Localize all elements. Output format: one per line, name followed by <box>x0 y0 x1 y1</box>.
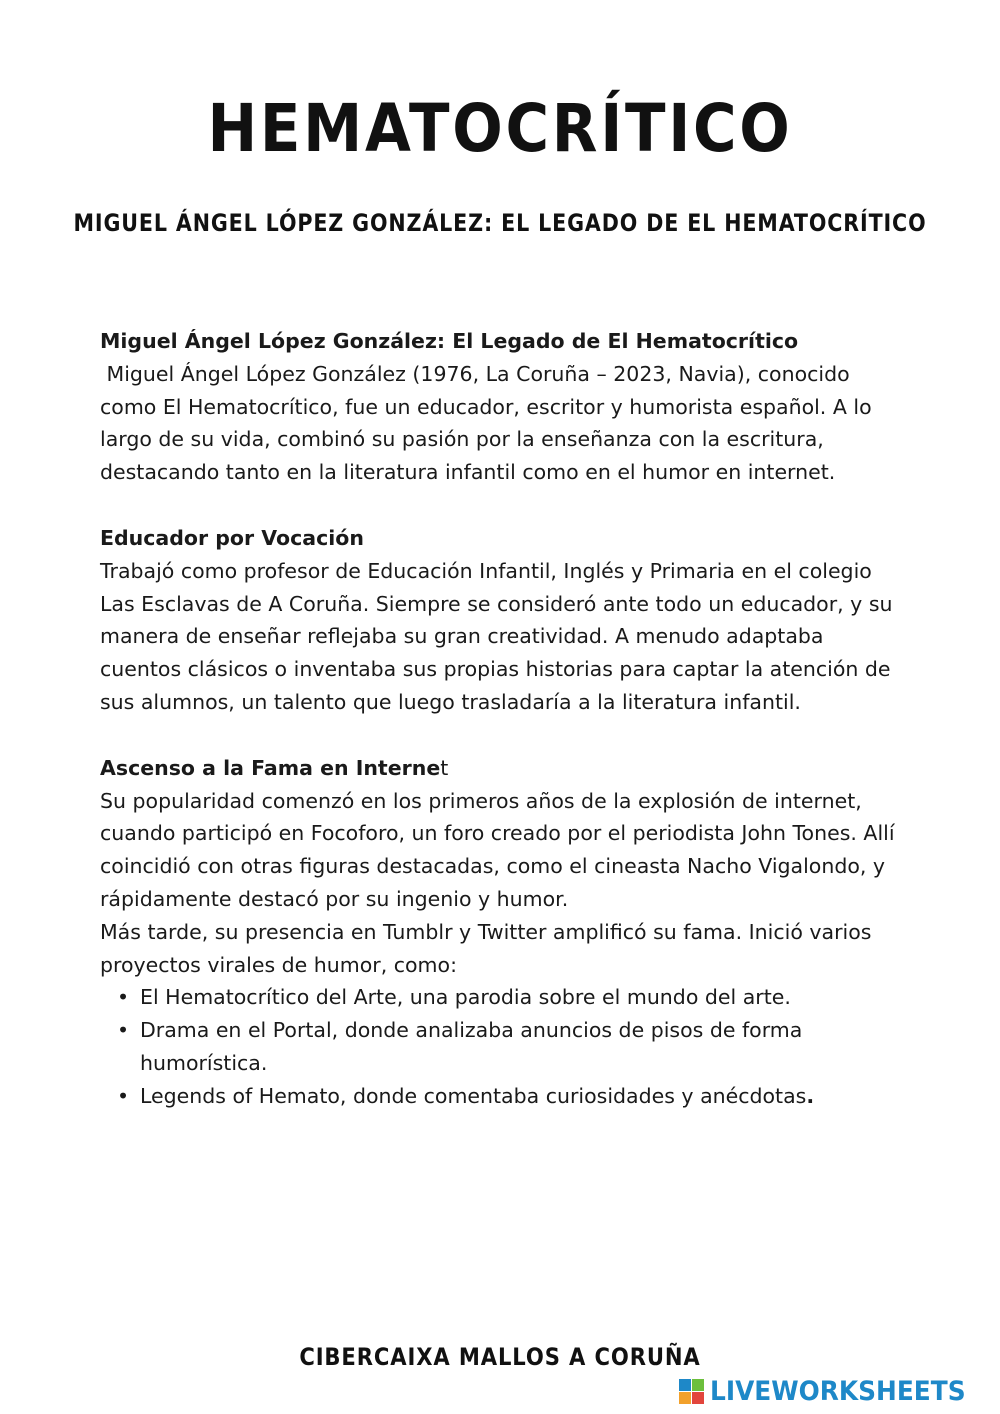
document-footer: CIBERCAIXA MALLOS A CORUÑA <box>299 1343 701 1371</box>
liveworksheets-wordmark: LIVEWORKSHEETS <box>710 1375 966 1407</box>
list-item: • El Hematocrítico del Arte, una parodia sobre el mundo del arte. <box>100 981 900 1014</box>
ascenso-heading <box>100 752 900 785</box>
document-subtitle: MIGUEL ÁNGEL LÓPEZ GONZÁLEZ: EL LEGADO DE EL HEMATOCRÍTICO <box>73 209 927 237</box>
logo-tile-green <box>692 1379 704 1391</box>
logo-tile-blue <box>679 1379 691 1391</box>
intro-heading: Miguel Ángel López González: El Legado de El Hematocrítico <box>100 329 799 353</box>
list-item-end: . <box>806 1083 815 1108</box>
ascenso-paragraph-2: Más tarde, su presencia en Tumblr y Twitter amplificó su fama. Inició varios proyectos virales de humor, como: <box>100 919 872 977</box>
intro-paragraph: Miguel Ángel López González (1976, La Coruña – 2023, Navia), conocido como El Hematocrítico, fue un educador, escritor y humorista español. A lo largo de su vida, combinó su pasión por la enseñanza con la escritura, destacando tanto en la literatura infantil como en el humor en internet. <box>100 361 879 485</box>
ascenso-heading-tail: t <box>440 755 449 780</box>
projects-list <box>100 981 900 1112</box>
educador-heading: Educador por Vocación <box>100 525 364 550</box>
logo-tile-red <box>692 1392 704 1404</box>
document-title: HEMATOCRÍTICO <box>207 90 793 167</box>
list-item <box>100 1080 900 1113</box>
list-item-text: Legends of Hemato, donde comentaba curiosidades y anécdotas <box>140 1083 807 1108</box>
liveworksheets-brand[interactable] <box>679 1372 988 1410</box>
logo-tile-orange <box>679 1392 691 1404</box>
list-item: • Drama en el Portal, donde analizaba anuncios de pisos de forma humorística. <box>100 1014 900 1080</box>
document-content <box>100 325 900 1113</box>
liveworksheets-logo-icon <box>679 1379 704 1404</box>
ascenso-heading-bold: Ascenso a la Fama en Interne <box>100 755 441 780</box>
ascenso-paragraph-1: Su popularidad comenzó en los primeros años de la explosión de internet, cuando participó en Focoforo, un foro creado por el periodista John Tones. Allí coincidió con otras figuras destacadas, como el cineasta Nacho Vigalondo, y rápidamente destacó por su ingenio y humor. <box>100 788 895 911</box>
educador-paragraph: Trabajó como profesor de Educación Infantil, Inglés y Primaria en el colegio Las Esclavas de A Coruña. Siempre se consideró ante todo un educador, y su manera de enseñar reflejaba su gran creatividad. A menudo adaptaba cuentos clásicos o inventaba sus propias historias para captar la atención de sus alumnos, un talento que luego trasladaría a la literatura infantil. <box>100 558 893 714</box>
